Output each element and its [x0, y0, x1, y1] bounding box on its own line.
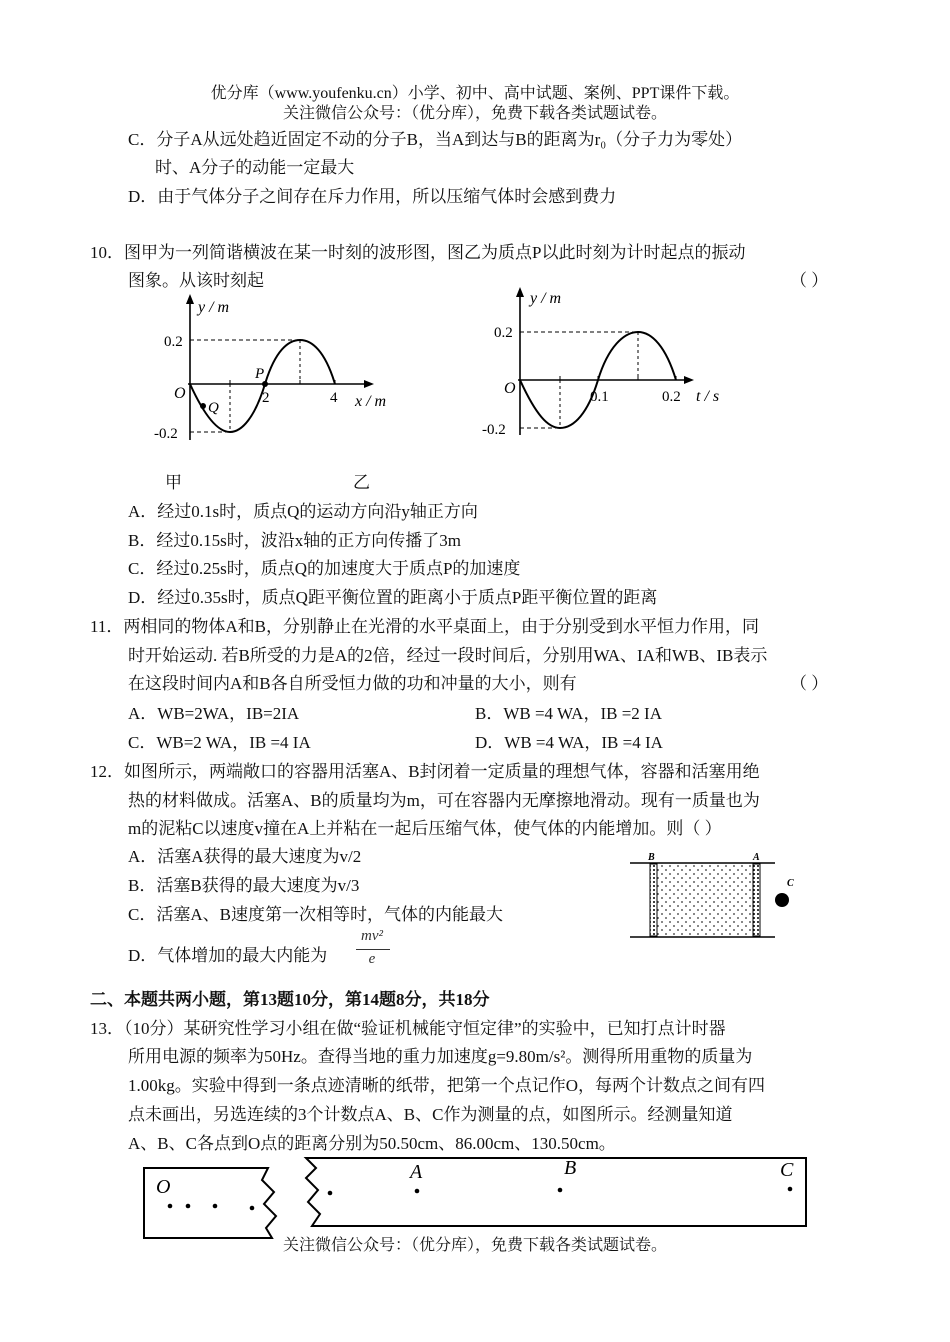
header-line-2: 关注微信公众号：（优分库），免费下载各类试题试卷。: [282, 105, 667, 122]
t-tick-01: 0.1: [590, 389, 609, 405]
x-tick-4: 4: [330, 390, 338, 406]
q12-option-a: A．活塞A获得的最大速度为v/2: [128, 847, 362, 866]
wave-graph-left: [150, 292, 420, 452]
q9-option-d: D．由于气体分子之间存在斥力作用，所以压缩气体时会感到费力: [128, 187, 617, 206]
q12-stem-line3: m的泥粘C以速度v撞在A上并粘在一起后压缩气体，使气体的内能增加。则（ ）: [128, 819, 722, 838]
t-axis-label: t / s: [696, 388, 720, 405]
y-pos-tick: 0.2: [164, 334, 183, 350]
point-p-label: P: [255, 366, 265, 382]
q9-option-c-line2: 时、A分子的动能一定最大: [155, 158, 355, 177]
header-line-1: 优分库（www.youfenku.cn）小学、初中、高中试题、案例、PPT课件下载。: [210, 85, 740, 102]
tape-label-b: B: [564, 1157, 577, 1179]
q12-stem-line2: 热的材料做成。活塞A、B的质量均为m，可在容器内无摩擦地滑动。现有一质量也为: [128, 791, 760, 810]
q10-option-b: B．经过0.15s时，波沿x轴的正方向传播了3m: [128, 531, 461, 550]
fraction-bar: [356, 949, 390, 950]
q12-option-d: D．气体增加的最大内能为: [128, 946, 328, 965]
y-neg-tick: -0.2: [154, 426, 178, 442]
piston-a: [753, 864, 760, 936]
q13-stem-line1: 13．（10分）某研究性学习小组在做“验证机械能守恒定律”的实验中，已知打点计时器: [90, 1019, 726, 1038]
q10-stem-line1: 10．图甲为一列简谐横波在某一时刻的波形图，图乙为质点P以此时刻为计时起点的振动: [90, 243, 746, 262]
q10-option-d: D．经过0.35s时，质点Q距平衡位置的距离小于质点P距平衡位置的距离: [128, 588, 658, 607]
piston-b: [650, 864, 657, 936]
origin-label: O: [174, 385, 186, 402]
q11-stem-line1: 11．两相同的物体A和B，分别静止在光滑的水平桌面上，由于分别受到水平恒力作用，同: [90, 617, 759, 636]
container-figure: [620, 848, 810, 948]
origin-label: O: [504, 380, 516, 397]
y-axis-label: y / m: [198, 299, 230, 316]
q12-option-b: B．活塞B获得的最大速度为v/3: [128, 876, 360, 895]
q13-stem-line4: 点未画出，另选连续的3个计数点A、B、C作为测量的点，如图所示。经测量知道: [128, 1105, 733, 1124]
q10-option-c: C．经过0.25s时，质点Q的加速度大于质点P的加速度: [128, 559, 521, 578]
q13-stem-line2: 所用电源的频率为50Hz。查得当地的重力加速度g=9.80m/s²。测得所用重物的质量为: [128, 1047, 753, 1066]
q11-option-c: C．WB=2 WA，IB =4 IA: [128, 733, 311, 752]
label-c: C: [787, 878, 794, 889]
point-q-label: Q: [208, 400, 219, 416]
q10-answer-paren: （ ）: [790, 271, 829, 290]
section-2-title: 二、本题共两小题，第13题10分，第14题8分，共18分: [90, 990, 490, 1009]
q12-option-c: C．活塞A、B速度第一次相等时，气体的内能最大: [128, 905, 503, 924]
tape-label-c: C: [780, 1159, 794, 1181]
x-axis-label: x / m: [355, 393, 387, 410]
point-q-marker: [200, 403, 206, 409]
tape-point-b: [558, 1188, 563, 1193]
footer-line-2: 关注微信公众号：（优分库），免费下载各类试题试卷。: [282, 1237, 667, 1254]
label-b: B: [648, 852, 655, 863]
t-tick-02: 0.2: [662, 389, 681, 405]
graph-left-caption: 甲: [165, 473, 182, 492]
tape-label-a: A: [410, 1161, 423, 1183]
fraction-numerator: mv²: [361, 928, 383, 944]
fraction-denominator: e: [368, 951, 376, 967]
q11-option-a: A．WB=2WA，IB=2IA: [128, 704, 300, 723]
q10-stem-line2: 图象。从该时刻起: [128, 271, 264, 290]
tape-label-o: O: [156, 1176, 171, 1198]
q11-option-d: D．WB =4 WA，IB =4 IA: [475, 733, 663, 752]
clay-ball-c: [775, 893, 789, 907]
q13-stem-line5: A、B、C各点到O点的距离分别为50.50cm、86.00cm、130.50cm。: [128, 1134, 616, 1153]
y-pos-tick: 0.2: [494, 325, 513, 341]
q11-stem-line2: 时开始运动. 若B所受的力是A的2倍，经过一段时间后，分别用WA、IA和WB、IB表示: [128, 646, 768, 665]
q10-option-a: A．经过0.1s时，质点Q的运动方向沿y轴正方向: [128, 502, 478, 521]
y-axis-label: y / m: [530, 290, 562, 307]
tape-segment-right: [306, 1158, 806, 1226]
label-a: A: [753, 852, 760, 863]
q11-stem-line3: 在这段时间内A和B各自所受恒力做的功和冲量的大小，则有: [128, 674, 577, 693]
tape-point-a: [415, 1189, 420, 1194]
q9-option-c-line1: C．分子A从远处趋近固定不动的分子B，当A到达与B的距离为r₀（分子力为零处）: [128, 130, 743, 149]
tape-point-c: [788, 1187, 793, 1192]
q12-stem-line1: 12．如图所示，两端敞口的容器用活塞A、B封闭着一定质量的理想气体，容器和活塞用绝: [90, 762, 760, 781]
q11-option-b: B．WB =4 WA，IB =2 IA: [475, 704, 662, 723]
x-tick-2: 2: [262, 390, 270, 406]
vibration-graph-right: [478, 285, 748, 445]
gas-region: [656, 865, 754, 935]
graph-right-caption: 乙: [353, 473, 370, 492]
q11-answer-paren: （ ）: [790, 674, 829, 693]
y-neg-tick: -0.2: [482, 422, 506, 438]
q13-stem-line3: 1.00kg。实验中得到一条点迹清晰的纸带，把第一个点记作O，每两个计数点之间有四: [128, 1076, 766, 1095]
